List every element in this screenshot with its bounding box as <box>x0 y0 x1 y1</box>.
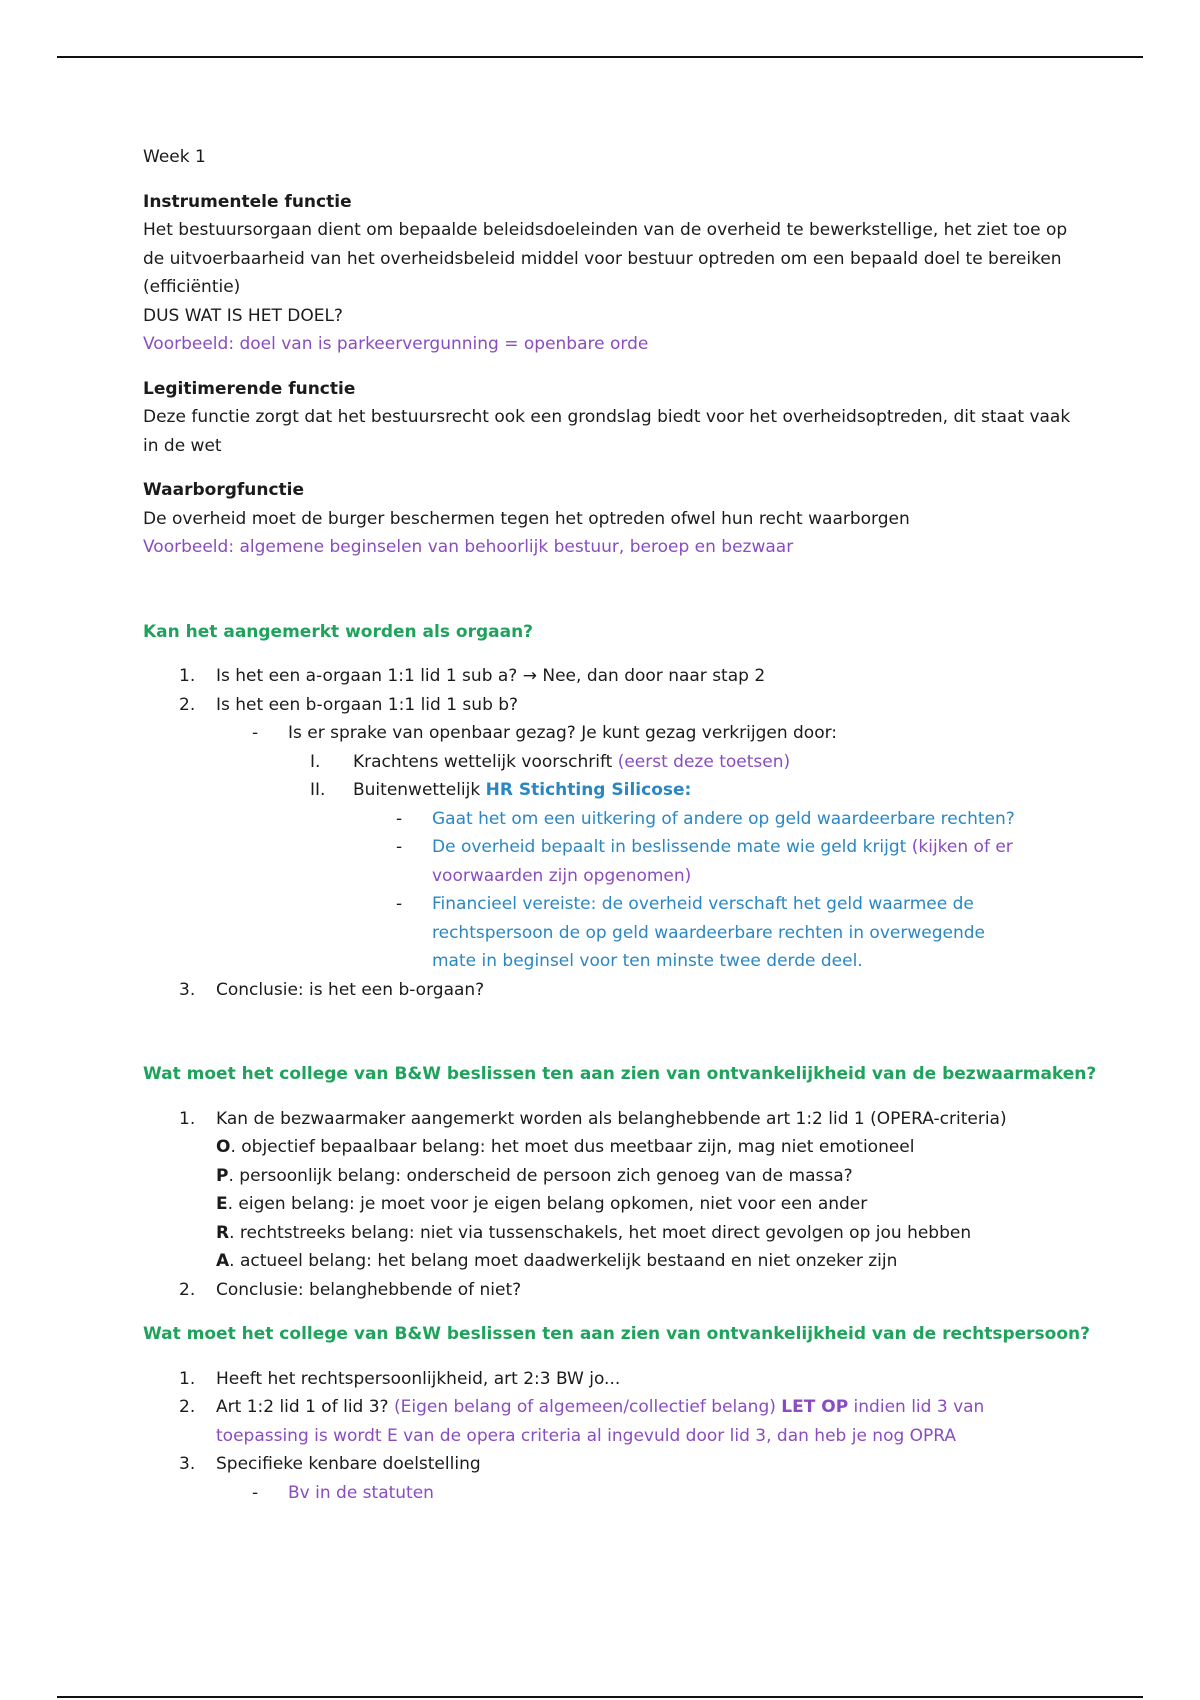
opera-text: . objectief bepaalbaar belang: het moet dus meetbaar zijn, mag niet emotioneel <box>230 1137 915 1157</box>
list-text: Is er sprake van openbaar gezag? Je kunt gezag verkrijgen door: <box>288 723 838 743</box>
dash-item <box>143 805 1073 834</box>
list-note: indien lid 3 van toepassing is wordt E van de opera criteria al ingevuld door lid 3, dan heb je nog OPRA <box>216 1397 985 1446</box>
let-op-label: LET OP <box>781 1397 849 1417</box>
list-subitem <box>143 1479 1073 1508</box>
section-body: Deze functie zorgt dat het bestuursrecht ook een grondslag biedt voor het overheidsoptreden, dit staat vaak in de wet <box>143 407 1071 456</box>
list-text: Krachtens wettelijk voorschrift <box>353 751 618 772</box>
list-note: (eerst deze toetsen) <box>617 751 791 772</box>
top-rule <box>57 56 1143 58</box>
section-title: Legitimerende functie <box>143 378 356 399</box>
section-body: Het bestuursorgaan dient om bepaalde beleidsdoeleinden van de overheid te bewerkstellige, het ziet toe op de uitvoerbaarheid van het overheidsbeleid middel voor bestuur optreden om een bepaald doel te bereiken (efficiëntie) <box>143 220 1068 297</box>
list-item <box>143 691 1073 720</box>
question-bezwaarmaker <box>143 1060 1097 1304</box>
list-item <box>143 976 1073 1005</box>
list-text: Is het een b-orgaan 1:1 lid 1 sub b? <box>216 694 519 715</box>
list-text: De overheid bepaalt in beslissende mate wie geld krijgt <box>432 837 912 857</box>
list-text: Conclusie: belanghebbende of niet? <box>216 1279 522 1300</box>
list-item <box>143 1276 1073 1305</box>
dash-item <box>143 890 1073 976</box>
list-subitem <box>143 719 1073 748</box>
week-label: Week 1 <box>143 147 206 167</box>
opera-item <box>216 1219 1073 1248</box>
list-text: Specifieke kenbare doelstelling <box>216 1454 481 1474</box>
question-rechtspersoon <box>143 1320 1090 1507</box>
opera-letter: R <box>216 1222 230 1243</box>
list-item <box>143 1365 1073 1394</box>
question-heading: Wat moet het college van B&W beslissen ten aan zien van ontvankelijkheid van de bezwaarmaken? <box>143 1064 1097 1084</box>
section-instrumentele <box>143 188 1073 359</box>
bottom-rule <box>57 1696 1143 1698</box>
list-number: 2. <box>179 694 196 715</box>
opera-item <box>216 1190 1073 1219</box>
roman-item <box>143 748 1073 777</box>
opera-text: . eigen belang: je moet voor je eigen belang opkomen, niet voor een ander <box>227 1194 868 1214</box>
section-title: Waarborgfunctie <box>143 480 305 500</box>
list-number: 3. <box>179 979 196 1000</box>
list-item <box>143 662 1073 691</box>
roman-item <box>143 776 1073 805</box>
opera-item <box>216 1133 1073 1162</box>
list-number: 1. <box>179 666 196 686</box>
list-number: 3. <box>179 1454 196 1474</box>
document-body <box>143 143 1097 1507</box>
list-text: Financieel vereiste: de overheid verschaft het geld waarmee de rechtspersoon de op geld waardeerbare rechten in overwegende mate in beginsel voor ten minste twee derde deel. <box>432 894 985 971</box>
list-text: Buitenwettelijk <box>353 780 486 800</box>
section-waarborg <box>143 476 1073 562</box>
section-example: Voorbeeld: doel van is parkeervergunning = openbare orde <box>143 334 649 354</box>
list-text: Art 1:2 lid 1 of lid 3? <box>216 1397 394 1417</box>
case-reference: HR Stichting Silicose: <box>485 780 692 800</box>
list-number: 2. <box>179 1279 196 1300</box>
list-number: 1. <box>179 1108 196 1129</box>
list-number: 1. <box>179 1368 196 1389</box>
list-item <box>143 1393 1073 1450</box>
list-note: (kijken of er voorwaarden zijn opgenomen) <box>432 837 1013 886</box>
list-note: (Eigen belang of algemeen/collectief belang) <box>394 1397 782 1417</box>
roman-number: I. <box>310 751 321 772</box>
opera-item <box>216 1247 1073 1276</box>
list-item <box>143 1450 1073 1479</box>
list-item <box>143 1105 1073 1134</box>
question-heading: Kan het aangemerkt worden als orgaan? <box>143 621 534 642</box>
opera-text: . persoonlijk belang: onderscheid de persoon zich genoeg van de massa? <box>228 1165 853 1186</box>
dash-bullet: - <box>252 723 259 743</box>
section-title: Instrumentele functie <box>143 191 352 212</box>
roman-number: II. <box>310 780 326 800</box>
opera-text: . rechtstreeks belang: niet via tussenschakels, het moet direct gevolgen op jou hebben <box>229 1222 972 1243</box>
dash-bullet: - <box>396 894 403 914</box>
list-number: 2. <box>179 1397 196 1417</box>
list-text: Conclusie: is het een b-orgaan? <box>216 979 485 1000</box>
section-question: DUS WAT IS HET DOEL? <box>143 305 343 326</box>
opera-letter: A <box>216 1251 230 1271</box>
list-text: Kan de bezwaarmaker aangemerkt worden als belanghebbende art 1:2 lid 1 (OPERA-criteria) <box>216 1108 1007 1129</box>
section-legitimerende <box>143 375 1073 461</box>
question-heading: Wat moet het college van B&W beslissen ten aan zien van ontvankelijkheid van de rechtspersoon? <box>143 1324 1090 1344</box>
list-text: Gaat het om een uitkering of andere op geld waardeerbare rechten? <box>432 808 1015 829</box>
dash-bullet: - <box>396 808 403 829</box>
dash-bullet: - <box>252 1482 259 1503</box>
list-text: Heeft het rechtspersoonlijkheid, art 2:3 BW jo... <box>216 1368 621 1389</box>
opera-item <box>216 1162 1073 1191</box>
opera-letter: E <box>216 1194 228 1214</box>
opera-letter: P <box>216 1165 229 1186</box>
question-orgaan <box>143 618 1073 1005</box>
section-example: Voorbeeld: algemene beginselen van behoorlijk bestuur, beroep en bezwaar <box>143 537 794 557</box>
dash-bullet: - <box>396 837 403 857</box>
opera-text: . actueel belang: het belang moet daadwerkelijk bestaand en niet onzeker zijn <box>229 1251 898 1271</box>
list-text: Is het een a-orgaan 1:1 lid 1 sub a? → Nee, dan door naar stap 2 <box>216 666 766 686</box>
dash-item <box>143 833 1073 890</box>
list-text: Bv in de statuten <box>288 1482 434 1503</box>
opera-letter: O <box>216 1137 231 1157</box>
section-body: De overheid moet de burger beschermen tegen het optreden ofwel hun recht waarborgen <box>143 508 910 529</box>
